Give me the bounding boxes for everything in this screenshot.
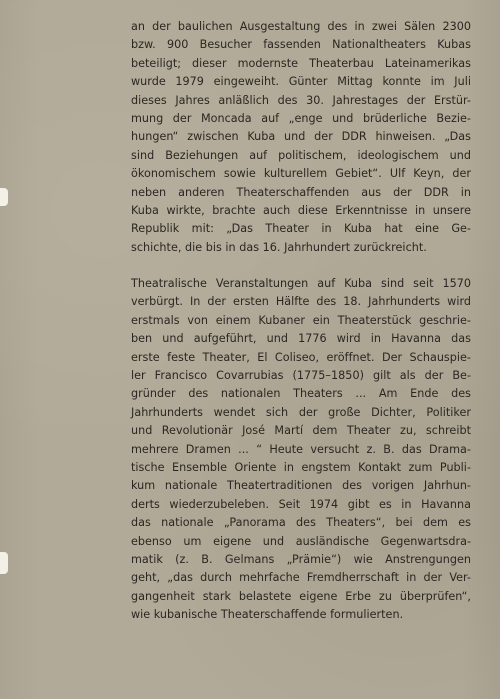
text-line: an der baulichen Ausgestaltung des in zwei Sälen 2300: [131, 20, 471, 33]
text-line: verbürgt. In der ersten Hälfte des 18. Jahrhunderts wird: [131, 295, 471, 309]
text-line: geht, „das durch mehrfache Fremdherrschaft in der Ver-: [131, 571, 471, 585]
text-line: sind Beziehungen auf politischem, ideologischem und: [131, 148, 471, 162]
text-line: schichte, die bis in das 16. Jahrhundert zurückreicht.: [131, 240, 427, 254]
body-text-column: [131, 18, 471, 625]
text-line: und Revolutionär José Martí dem Theater zu, schreibt: [131, 424, 471, 438]
text-line: Theatralische Veranstaltungen auf Kuba sind seit 1570: [131, 277, 471, 291]
page-edge-tear-top: [0, 188, 8, 206]
text-line: beteiligt; dieser modernste Theaterbau Lateinamerikas: [131, 56, 471, 70]
text-line: matik (z. B. Gelmans „Prämie“) wie Anstrengungen: [131, 552, 471, 566]
text-line: Republik mit: „Das Theater in Kuba hat eine Ge-: [131, 222, 471, 236]
text-line: dieses Jahres anläßlich des 30. Jahrestages der Erstür-: [131, 93, 471, 107]
text-line: wurde 1979 eingeweiht. Günter Mittag konnte im Juli: [131, 75, 471, 89]
text-line: ler Francisco Covarrubias (1775–1850) gilt als der Be-: [131, 369, 471, 383]
text-line: mehrere Dramen ... “ Heute versucht z. B. das Drama-: [131, 442, 471, 456]
text-line: gründer des nationalen Theaters ... Am Ende des: [131, 387, 471, 401]
text-line: Jahrhunderts wendet sich der große Dichter, Politiker: [131, 405, 471, 419]
paragraph-2: [131, 275, 471, 624]
text-line: gangenheit stark belastete eigene Erbe zu überprüfen“,: [131, 589, 471, 603]
text-line: das nationale „Panorama des Theaters“, bei dem es: [131, 516, 471, 530]
text-line: Kuba wirkte, brachte auch diese Erkenntnisse in unsere: [131, 203, 471, 217]
text-line: erstmals von einem Kubaner ein Theaterstück geschrie-: [131, 313, 471, 327]
text-line: ben und aufgeführt, und 1776 wird in Havanna das: [131, 332, 471, 346]
text-line: ebenso um eigene und ausländische Gegenwartsdra-: [131, 534, 471, 548]
text-line: wie kubanische Theaterschaffende formulierten.: [131, 608, 404, 622]
text-line: bzw. 900 Besucher fassenden Nationaltheaters Kubas: [131, 38, 471, 52]
text-line: ökonomischem sowie kulturellem Gebiet“. Ulf Keyn, der: [131, 167, 471, 181]
text-line: hungen“ zwischen Kuba und der DDR hinweisen. „Das: [131, 130, 471, 144]
text-line: mung der Moncada auf „enge und brüderliche Bezie-: [131, 111, 471, 125]
text-line: neben anderen Theaterschaffenden aus der DDR in: [131, 185, 471, 199]
text-line: kum nationale Theatertraditionen des vorigen Jahrhun-: [131, 479, 471, 493]
page-edge-tear-bottom: [0, 552, 8, 574]
paragraph-1: [131, 18, 471, 257]
text-line: erste feste Theater, El Coliseo, eröffnet. Der Schauspie-: [131, 350, 471, 364]
text-line: derts wiederzubeleben. Seit 1974 gibt es in Havanna: [131, 497, 471, 511]
text-line: tische Ensemble Oriente in engstem Kontakt zum Publi-: [131, 460, 471, 474]
